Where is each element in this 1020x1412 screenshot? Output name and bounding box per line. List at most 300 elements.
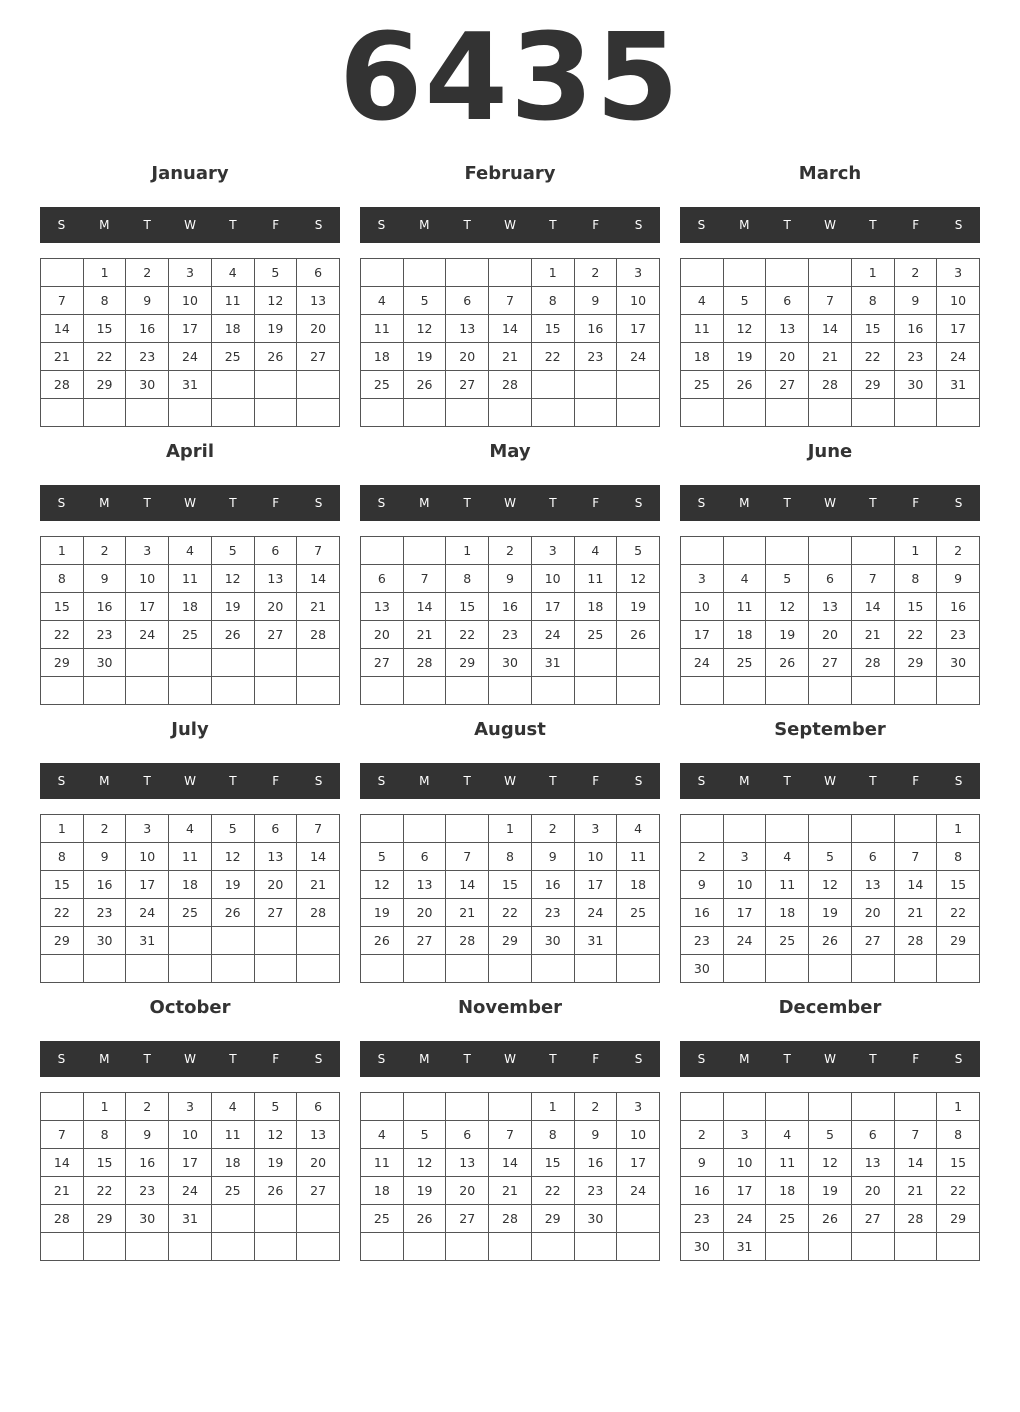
day-cell: 28	[403, 649, 446, 677]
day-cell: 14	[403, 593, 446, 621]
day-cell: 10	[723, 1149, 766, 1177]
day-cell: 26	[254, 1177, 297, 1205]
day-cell: 4	[211, 259, 254, 287]
day-cell: 31	[169, 371, 212, 399]
day-cell: 19	[809, 1177, 852, 1205]
empty-day-cell	[254, 399, 297, 427]
day-cell: 15	[531, 315, 574, 343]
day-cell: 13	[297, 1121, 340, 1149]
weekday-label: T	[229, 774, 237, 788]
week-row	[681, 899, 980, 927]
day-cell: 30	[681, 955, 724, 983]
day-cell: 10	[937, 287, 980, 315]
day-cell: 16	[126, 315, 169, 343]
day-cell: 28	[446, 927, 489, 955]
day-cell: 8	[937, 1121, 980, 1149]
day-cell: 6	[361, 565, 404, 593]
day-cell: 5	[361, 843, 404, 871]
empty-day-cell	[211, 1205, 254, 1233]
day-cell: 10	[681, 593, 724, 621]
empty-day-cell	[809, 815, 852, 843]
empty-day-cell	[41, 677, 84, 705]
day-grid	[40, 814, 340, 983]
week-row	[681, 1093, 980, 1121]
day-cell: 6	[297, 259, 340, 287]
day-cell: 6	[851, 843, 894, 871]
day-cell: 30	[681, 1233, 724, 1261]
day-cell: 28	[41, 371, 84, 399]
weekday-label: T	[869, 496, 877, 510]
day-cell: 28	[489, 371, 532, 399]
week-row	[41, 927, 340, 955]
empty-day-cell	[489, 677, 532, 705]
day-cell: 10	[531, 565, 574, 593]
day-cell: 5	[809, 843, 852, 871]
weekday-label: S	[697, 496, 706, 510]
day-cell: 9	[937, 565, 980, 593]
day-cell: 22	[41, 621, 84, 649]
day-cell: 18	[574, 593, 617, 621]
day-cell: 5	[254, 1093, 297, 1121]
week-row	[41, 259, 340, 287]
day-cell: 20	[297, 1149, 340, 1177]
day-cell: 7	[489, 287, 532, 315]
weekday-label: T	[143, 218, 151, 232]
day-cell: 1	[489, 815, 532, 843]
day-cell: 20	[361, 621, 404, 649]
day-cell: 10	[169, 1121, 212, 1149]
day-cell: 18	[361, 1177, 404, 1205]
weekday-label: W	[184, 218, 196, 232]
day-cell: 15	[83, 1149, 126, 1177]
day-cell: 1	[41, 815, 84, 843]
empty-day-cell	[681, 1093, 724, 1121]
day-cell: 23	[126, 1177, 169, 1205]
empty-day-cell	[681, 399, 724, 427]
week-row	[681, 1177, 980, 1205]
empty-day-cell	[169, 649, 212, 677]
day-cell: 4	[617, 815, 660, 843]
week-row	[361, 399, 660, 427]
week-row	[681, 955, 980, 983]
day-cell: 25	[681, 371, 724, 399]
day-cell: 28	[894, 1205, 937, 1233]
day-cell: 8	[41, 843, 84, 871]
day-cell: 14	[297, 565, 340, 593]
day-cell: 22	[531, 1177, 574, 1205]
day-cell: 1	[83, 259, 126, 287]
week-row	[41, 371, 340, 399]
empty-day-cell	[681, 259, 724, 287]
day-cell: 11	[766, 1149, 809, 1177]
weekday-label: T	[549, 1052, 557, 1066]
weekday-label: M	[99, 1052, 110, 1066]
weekday-label: T	[869, 774, 877, 788]
empty-day-cell	[766, 955, 809, 983]
day-cell: 12	[211, 565, 254, 593]
empty-day-cell	[894, 677, 937, 705]
empty-day-cell	[851, 955, 894, 983]
day-grid	[360, 1092, 660, 1261]
empty-day-cell	[169, 927, 212, 955]
month-name: March	[798, 163, 862, 184]
weekday-label: S	[57, 496, 66, 510]
empty-day-cell	[41, 955, 84, 983]
day-cell: 5	[403, 287, 446, 315]
empty-day-cell	[361, 677, 404, 705]
empty-day-cell	[574, 649, 617, 677]
weekday-label: F	[912, 496, 920, 510]
empty-day-cell	[489, 1233, 532, 1261]
weekday-label: F	[592, 496, 600, 510]
empty-day-cell	[41, 1233, 84, 1261]
day-cell: 5	[766, 565, 809, 593]
day-cell: 20	[809, 621, 852, 649]
week-row	[681, 537, 980, 565]
day-cell: 9	[894, 287, 937, 315]
month-name: May	[489, 441, 531, 462]
weekday-label: W	[824, 218, 836, 232]
day-cell: 8	[489, 843, 532, 871]
day-cell: 9	[489, 565, 532, 593]
day-cell: 16	[681, 1177, 724, 1205]
empty-day-cell	[723, 537, 766, 565]
empty-day-cell	[617, 955, 660, 983]
day-cell: 11	[211, 1121, 254, 1149]
day-cell: 2	[574, 1093, 617, 1121]
week-row	[361, 565, 660, 593]
weekday-label: S	[954, 1052, 963, 1066]
week-row	[361, 815, 660, 843]
day-cell: 20	[254, 593, 297, 621]
day-cell: 10	[617, 1121, 660, 1149]
weekday-label: T	[143, 1052, 151, 1066]
day-cell: 1	[894, 537, 937, 565]
day-cell: 8	[894, 565, 937, 593]
weekday-label: T	[229, 218, 237, 232]
week-row	[361, 1121, 660, 1149]
day-cell: 30	[531, 927, 574, 955]
week-row	[361, 1233, 660, 1261]
empty-day-cell	[766, 815, 809, 843]
day-cell: 25	[574, 621, 617, 649]
empty-day-cell	[766, 399, 809, 427]
day-cell: 1	[851, 259, 894, 287]
day-cell: 8	[446, 565, 489, 593]
weekday-label: M	[739, 774, 750, 788]
day-cell: 28	[297, 621, 340, 649]
day-cell: 14	[894, 1149, 937, 1177]
empty-day-cell	[446, 677, 489, 705]
day-cell: 30	[937, 649, 980, 677]
day-cell: 27	[446, 1205, 489, 1233]
day-cell: 17	[617, 315, 660, 343]
week-row	[681, 259, 980, 287]
weekday-label: T	[783, 496, 791, 510]
weekday-label: F	[592, 1052, 600, 1066]
day-cell: 21	[297, 593, 340, 621]
day-cell: 23	[574, 343, 617, 371]
day-cell: 20	[851, 1177, 894, 1205]
day-cell: 19	[254, 315, 297, 343]
week-row	[41, 399, 340, 427]
empty-day-cell	[489, 1093, 532, 1121]
day-cell: 2	[126, 259, 169, 287]
weekday-label: F	[592, 774, 600, 788]
week-row	[361, 649, 660, 677]
week-row	[361, 1205, 660, 1233]
day-cell: 18	[169, 593, 212, 621]
day-cell: 6	[446, 1121, 489, 1149]
empty-day-cell	[361, 1233, 404, 1261]
day-cell: 4	[211, 1093, 254, 1121]
week-row	[681, 871, 980, 899]
day-cell: 22	[531, 343, 574, 371]
weekday-label: T	[463, 496, 471, 510]
day-cell: 30	[574, 1205, 617, 1233]
day-cell: 22	[937, 1177, 980, 1205]
empty-day-cell	[574, 371, 617, 399]
week-row	[41, 593, 340, 621]
day-cell: 23	[83, 621, 126, 649]
week-row	[361, 371, 660, 399]
empty-day-cell	[211, 1233, 254, 1261]
empty-day-cell	[403, 399, 446, 427]
empty-day-cell	[574, 399, 617, 427]
empty-day-cell	[894, 399, 937, 427]
weekday-label: S	[697, 774, 706, 788]
day-cell: 18	[169, 871, 212, 899]
empty-day-cell	[851, 677, 894, 705]
day-cell: 19	[809, 899, 852, 927]
day-cell: 4	[681, 287, 724, 315]
day-grid	[360, 258, 660, 427]
day-cell: 14	[489, 315, 532, 343]
weekday-label: T	[229, 496, 237, 510]
weekday-label: S	[57, 218, 66, 232]
day-cell: 28	[894, 927, 937, 955]
week-row	[361, 677, 660, 705]
empty-day-cell	[254, 955, 297, 983]
empty-day-cell	[531, 371, 574, 399]
day-cell: 15	[894, 593, 937, 621]
week-row	[41, 843, 340, 871]
empty-day-cell	[41, 399, 84, 427]
week-row	[361, 315, 660, 343]
weekday-label: M	[99, 774, 110, 788]
weekday-label: S	[954, 496, 963, 510]
day-cell: 8	[83, 287, 126, 315]
empty-day-cell	[254, 371, 297, 399]
empty-day-cell	[403, 1233, 446, 1261]
day-cell: 8	[531, 1121, 574, 1149]
empty-day-cell	[617, 399, 660, 427]
day-cell: 8	[83, 1121, 126, 1149]
weekday-label: W	[504, 218, 516, 232]
week-row	[681, 621, 980, 649]
day-cell: 14	[489, 1149, 532, 1177]
day-cell: 31	[723, 1233, 766, 1261]
day-cell: 5	[809, 1121, 852, 1149]
day-cell: 2	[681, 1121, 724, 1149]
day-cell: 13	[446, 1149, 489, 1177]
empty-day-cell	[809, 1093, 852, 1121]
empty-day-cell	[446, 1093, 489, 1121]
day-cell: 24	[617, 343, 660, 371]
day-cell: 19	[723, 343, 766, 371]
empty-day-cell	[361, 1093, 404, 1121]
weekday-label: T	[783, 774, 791, 788]
day-cell: 7	[894, 1121, 937, 1149]
day-grid	[40, 258, 340, 427]
empty-day-cell	[809, 537, 852, 565]
day-cell: 21	[297, 871, 340, 899]
week-row	[361, 259, 660, 287]
month-name: June	[807, 441, 853, 462]
day-cell: 24	[169, 1177, 212, 1205]
empty-day-cell	[894, 815, 937, 843]
day-cell: 23	[489, 621, 532, 649]
day-cell: 9	[83, 565, 126, 593]
day-cell: 30	[126, 371, 169, 399]
day-cell: 11	[766, 871, 809, 899]
day-cell: 21	[851, 621, 894, 649]
day-cell: 17	[126, 871, 169, 899]
day-cell: 26	[617, 621, 660, 649]
day-cell: 22	[41, 899, 84, 927]
day-cell: 11	[574, 565, 617, 593]
week-row	[681, 343, 980, 371]
day-cell: 19	[617, 593, 660, 621]
empty-day-cell	[403, 259, 446, 287]
week-row	[361, 287, 660, 315]
day-cell: 17	[574, 871, 617, 899]
weekday-label: S	[377, 1052, 386, 1066]
day-cell: 22	[851, 343, 894, 371]
day-cell: 20	[254, 871, 297, 899]
day-cell: 9	[83, 843, 126, 871]
empty-day-cell	[297, 649, 340, 677]
weekday-label: S	[634, 774, 643, 788]
week-row	[681, 371, 980, 399]
day-grid	[360, 814, 660, 983]
day-cell: 16	[83, 871, 126, 899]
day-cell: 14	[41, 1149, 84, 1177]
weekday-label: T	[463, 1052, 471, 1066]
weekday-label: S	[634, 218, 643, 232]
empty-day-cell	[211, 927, 254, 955]
day-cell: 3	[126, 537, 169, 565]
week-row	[41, 1149, 340, 1177]
day-cell: 20	[446, 343, 489, 371]
weekday-label: M	[739, 1052, 750, 1066]
week-row	[361, 1093, 660, 1121]
week-row	[681, 649, 980, 677]
day-cell: 24	[723, 927, 766, 955]
weekday-label: S	[314, 218, 323, 232]
weekday-label: M	[419, 1052, 430, 1066]
day-cell: 16	[83, 593, 126, 621]
empty-day-cell	[574, 677, 617, 705]
weekday-label: W	[504, 496, 516, 510]
week-row	[361, 343, 660, 371]
day-cell: 28	[851, 649, 894, 677]
weekday-label: T	[143, 774, 151, 788]
week-row	[41, 649, 340, 677]
day-cell: 4	[574, 537, 617, 565]
day-cell: 15	[41, 871, 84, 899]
weekday-label: T	[783, 218, 791, 232]
day-cell: 11	[211, 287, 254, 315]
empty-day-cell	[723, 815, 766, 843]
day-cell: 29	[489, 927, 532, 955]
empty-day-cell	[126, 677, 169, 705]
day-cell: 27	[766, 371, 809, 399]
day-cell: 18	[766, 1177, 809, 1205]
day-cell: 16	[681, 899, 724, 927]
day-cell: 2	[126, 1093, 169, 1121]
day-cell: 27	[361, 649, 404, 677]
day-cell: 15	[937, 1149, 980, 1177]
day-cell: 19	[403, 343, 446, 371]
day-cell: 24	[126, 621, 169, 649]
day-cell: 4	[169, 815, 212, 843]
day-cell: 2	[574, 259, 617, 287]
week-row	[681, 1149, 980, 1177]
day-cell: 13	[403, 871, 446, 899]
empty-day-cell	[766, 1093, 809, 1121]
day-cell: 12	[254, 1121, 297, 1149]
weekday-header	[360, 1041, 660, 1077]
weekday-header	[40, 207, 340, 243]
weekday-label: S	[57, 774, 66, 788]
weekday-header	[680, 763, 980, 799]
day-cell: 13	[766, 315, 809, 343]
day-cell: 17	[169, 315, 212, 343]
day-cell: 21	[489, 1177, 532, 1205]
day-cell: 15	[41, 593, 84, 621]
empty-day-cell	[489, 399, 532, 427]
empty-day-cell	[851, 1233, 894, 1261]
day-cell: 19	[403, 1177, 446, 1205]
day-cell: 8	[41, 565, 84, 593]
week-row	[41, 287, 340, 315]
day-cell: 5	[254, 259, 297, 287]
week-row	[41, 537, 340, 565]
weekday-label: F	[912, 774, 920, 788]
week-row	[681, 399, 980, 427]
month-name: July	[171, 719, 209, 740]
day-cell: 26	[254, 343, 297, 371]
day-cell: 17	[617, 1149, 660, 1177]
week-row	[41, 815, 340, 843]
day-cell: 11	[169, 843, 212, 871]
day-cell: 21	[894, 1177, 937, 1205]
empty-day-cell	[361, 955, 404, 983]
empty-day-cell	[681, 815, 724, 843]
day-cell: 17	[126, 593, 169, 621]
empty-day-cell	[723, 1093, 766, 1121]
week-row	[681, 677, 980, 705]
empty-day-cell	[297, 677, 340, 705]
day-cell: 6	[254, 815, 297, 843]
day-cell: 19	[211, 593, 254, 621]
empty-day-cell	[403, 1093, 446, 1121]
day-cell: 7	[446, 843, 489, 871]
empty-day-cell	[617, 927, 660, 955]
day-cell: 1	[937, 1093, 980, 1121]
week-row	[41, 315, 340, 343]
